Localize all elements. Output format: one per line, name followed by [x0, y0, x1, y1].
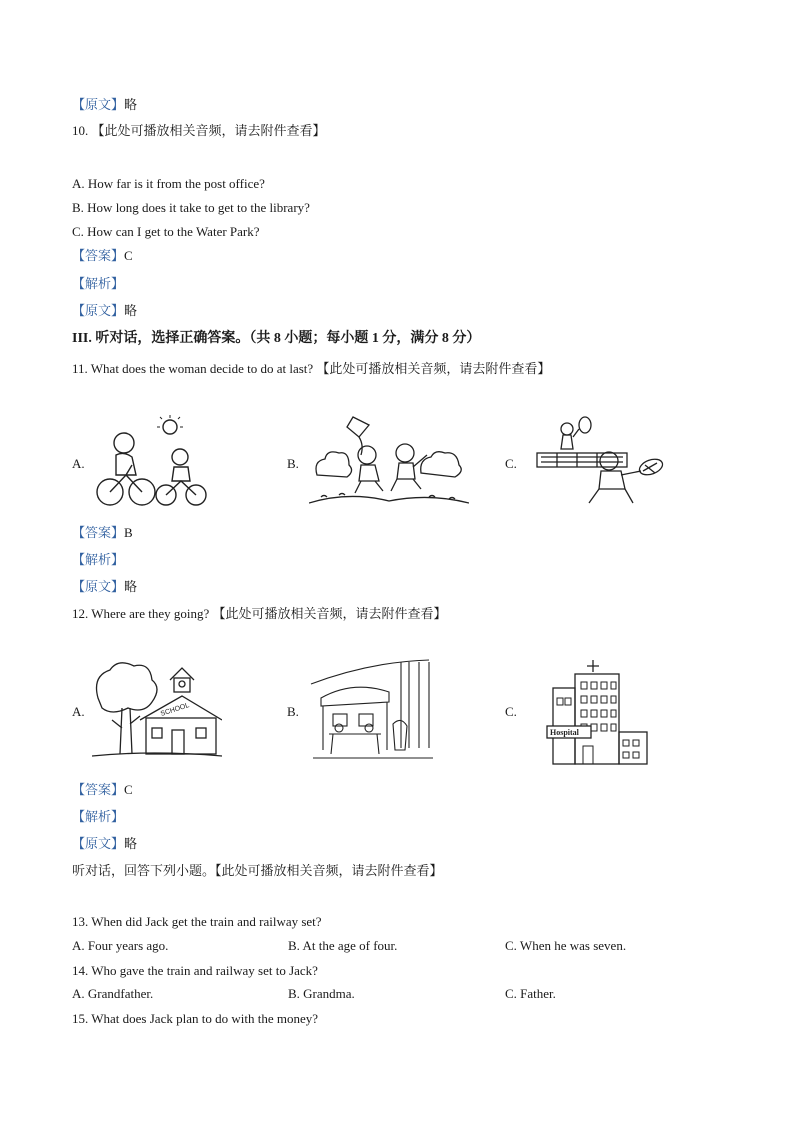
q12-options	[72, 658, 732, 768]
option-label: A.	[72, 456, 85, 471]
answer-value: C	[124, 782, 133, 797]
hospital-sign: Hospital	[550, 728, 579, 737]
original-text-11	[72, 578, 137, 596]
q11-options	[72, 410, 732, 520]
tennis-picture	[527, 415, 667, 510]
restaurant-picture	[309, 658, 439, 768]
q14-option-a[interactable]: A. Grandfather.	[72, 986, 154, 1001]
hospital-picture	[527, 658, 657, 768]
question-14: 14. Who gave the train and railway set to Jack?	[72, 963, 318, 978]
q11-option-c[interactable]	[505, 410, 725, 520]
q14-option-b[interactable]: B. Grandma.	[288, 986, 355, 1001]
answer-11	[72, 524, 133, 542]
original-text-tag: 【原文】	[72, 836, 125, 851]
option-label: C.	[505, 704, 517, 719]
question-10: 10. 【此处可播放相关音频，请去附件查看】	[72, 123, 326, 138]
answer-value: B	[124, 525, 133, 540]
q12-option-c[interactable]	[505, 658, 725, 768]
original-text-value: 略	[124, 836, 138, 851]
listening-intro: 听对话，回答下列小题。【此处可播放相关音频，请去附件查看】	[72, 863, 443, 878]
answer-tag: 【答案】	[72, 525, 125, 540]
q10-option-c: C. How can I get to the Water Park?	[72, 224, 260, 239]
original-text-value: 略	[124, 303, 138, 318]
q10-option-b: B. How long does it take to get to the library?	[72, 200, 310, 215]
q14-option-c[interactable]: C. Father.	[505, 986, 556, 1001]
original-text-value: 略	[124, 97, 138, 112]
q12-option-a[interactable]	[72, 658, 282, 768]
original-text-tag: 【原文】	[72, 303, 125, 318]
section-3-heading: III. 听对话，选择正确答案。（共 8 小题；每小题 1 分，满分 8 分）	[72, 331, 481, 346]
analysis-11: 【解析】	[72, 552, 125, 567]
q13-option-b[interactable]: B. At the age of four.	[288, 938, 398, 953]
original-text-12	[72, 835, 137, 853]
question-13: 13. When did Jack get the train and railway set?	[72, 914, 322, 929]
q12-option-b[interactable]	[287, 658, 497, 768]
analysis-10: 【解析】	[72, 276, 125, 291]
question-12: 12. Where are they going? 【此处可播放相关音频，请去附件查看】	[72, 606, 447, 621]
option-label: B.	[287, 704, 299, 719]
original-text-tag: 【原文】	[72, 97, 125, 112]
answer-tag: 【答案】	[72, 782, 125, 797]
original-text-tag: 【原文】	[72, 579, 125, 594]
answer-10	[72, 247, 133, 265]
q11-option-b[interactable]	[287, 410, 497, 520]
answer-value: C	[124, 248, 133, 263]
original-text-10	[72, 302, 137, 320]
answer-tag: 【答案】	[72, 248, 125, 263]
original-text-line	[72, 96, 137, 114]
option-label: C.	[505, 456, 517, 471]
question-15: 15. What does Jack plan to do with the money?	[72, 1011, 318, 1026]
option-label: A.	[72, 704, 85, 719]
option-label: B.	[287, 456, 299, 471]
analysis-12: 【解析】	[72, 809, 125, 824]
cycling-picture	[92, 415, 222, 510]
q11-option-a[interactable]	[72, 410, 282, 520]
answer-12	[72, 781, 133, 799]
kite-flying-picture	[309, 415, 469, 510]
original-text-value: 略	[124, 579, 138, 594]
school-picture	[92, 658, 222, 768]
q13-option-c[interactable]: C. When he was seven.	[505, 938, 627, 953]
school-sign: SCHOOL	[159, 702, 191, 718]
q13-option-a[interactable]: A. Four years ago.	[72, 938, 169, 953]
question-11: 11. What does the woman decide to do at last? 【此处可播放相关音频，请去附件查看】	[72, 361, 551, 376]
q10-option-a: A. How far is it from the post office?	[72, 176, 265, 191]
